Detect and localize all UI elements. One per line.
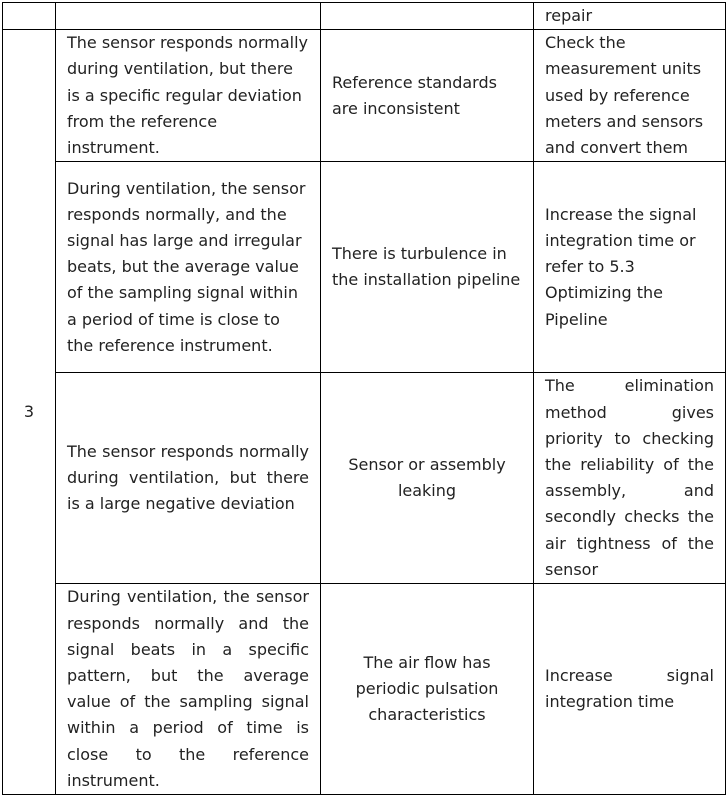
troubleshooting-table	[2, 2, 726, 795]
cause-cell: Sensor or assembly leaking	[321, 373, 534, 584]
symptom-cell: During ventilation, the sensor responds normally and the signal beats in a specific pattern, but the average value of the sampling signal within a period of time is close to the reference instrument.	[56, 584, 321, 795]
table-row	[3, 3, 726, 30]
symptom-cell: The sensor responds normally during ventilation, but there is a large negative deviation	[56, 373, 321, 584]
row-number-cell	[3, 3, 56, 30]
solution-cell: repair	[534, 3, 726, 30]
cause-cell	[321, 3, 534, 30]
table-row	[3, 162, 726, 373]
symptom-cell: The sensor responds normally during ventilation, but there is a specific regular deviation from the reference instrument.	[56, 30, 321, 162]
cause-cell: Reference standards are inconsistent	[321, 30, 534, 162]
symptom-cell: During ventilation, the sensor responds normally, and the signal has large and irregular beats, but the average value of the sampling signal within a period of time is close to the reference instrument.	[56, 162, 321, 373]
group-number-cell: 3	[3, 30, 56, 795]
solution-cell: The elimination method gives priority to checking the reliability of the assembly, and secondly checks the air tightness of the sensor	[534, 373, 726, 584]
solution-cell: Increase signal integration time	[534, 584, 726, 795]
table-row	[3, 30, 726, 162]
cause-cell: The air flow has periodic pulsation characteristics	[321, 584, 534, 795]
table-row	[3, 373, 726, 584]
solution-cell: Check the measurement units used by reference meters and sensors and convert them	[534, 30, 726, 162]
cause-cell: There is turbulence in the installation pipeline	[321, 162, 534, 373]
symptom-cell	[56, 3, 321, 30]
solution-cell: Increase the signal integration time or refer to 5.3 Optimizing the Pipeline	[534, 162, 726, 373]
table-row	[3, 584, 726, 795]
